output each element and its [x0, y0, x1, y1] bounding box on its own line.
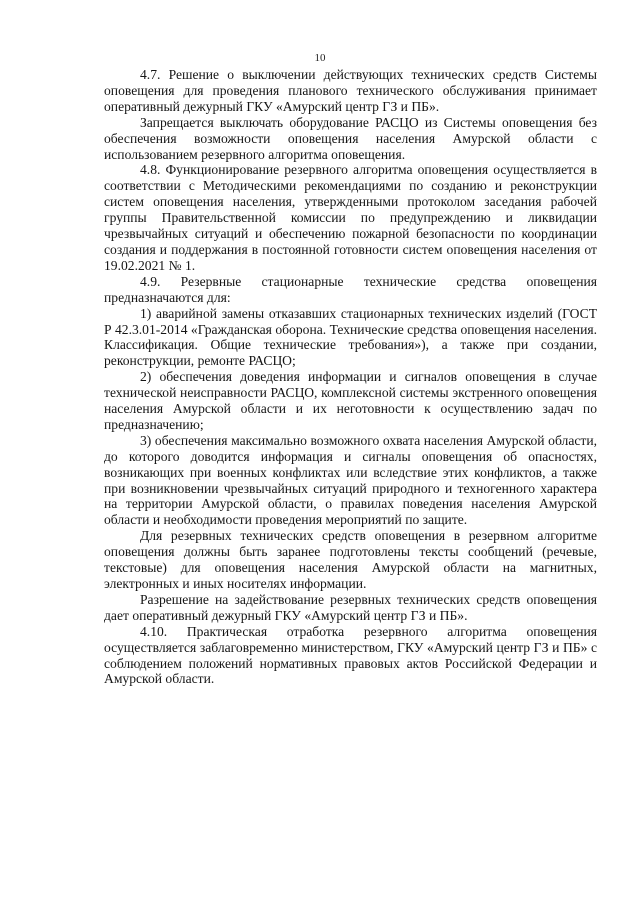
paragraph-shutdown-prohibition: Запрещается выключать оборудование РАСЦО из Системы оповещения без обеспечения возможности оповещения населения Амурской области с использованием резервного алгоритма оповещения.	[104, 114, 597, 162]
paragraph-4-8: 4.8. Функционирование резервного алгоритма оповещения осуществляется в соответствии с Методическими рекомендациями по созданию и реконструкции систем оповещения населения, утвержденными протоколом заседания рабочей группы Правительственной комиссии по предупреждению и ликвидации чрезвычайных ситуаций и обеспечению пожарной безопасности по координации создания и поддержания в постоянной готовности систем оповещения населения от 19.02.2021 № 1.	[104, 162, 597, 273]
paragraph-4-10: 4.10. Практическая отработка резервного алгоритма оповещения осуществляется заблаговременно министерством, ГКУ «Амурский центр ГЗ и ПБ» с соблюдением положений нормативных правовых актов Российской Федерации и Амурской области.	[104, 623, 597, 687]
list-item-2: 2) обеспечения доведения информации и сигналов оповещения в случае технической неисправности РАСЦО, комплексной системы экстренного оповещения населения Амурской области и их неготовности к осуществлению задач по предназначению;	[104, 369, 597, 432]
paragraph-permission: Разрешение на задействование резервных технических средств оповещения дает оперативный дежурный ГКУ «Амурский центр ГЗ и ПБ».	[104, 591, 597, 623]
list-item-3: 3) обеспечения максимально возможного охвата населения Амурской области, до которого доводится информация и сигналы оповещения об опасностях, возникающих при военных конфликтах или вследствие этих конфликтов, а также при возникновении чрезвычайных ситуаций природного и техногенного характера на территории Амурской области, о правилах поведения населения Амурской области и необходимости проведения мероприятий по защите.	[104, 432, 597, 528]
paragraph-reserve-messages: Для резервных технических средств оповещения в резервном алгоритме оповещения должны быть заранее подготовлены тексты сообщений (речевые, текстовые) для оповещения населения Амурской области на магнитных, электронных и иных носителях информации.	[104, 528, 597, 591]
document-body	[104, 67, 597, 687]
page-number: 10	[314, 52, 326, 64]
paragraph-4-9: 4.9. Резервные стационарные технические средства оповещения предназначаются для:	[104, 273, 597, 305]
paragraph-4-7: 4.7. Решение о выключении действующих технических средств Системы оповещения для проведения планового технического обслуживания принимает оперативный дежурный ГКУ «Амурский центр ГЗ и ПБ».	[104, 67, 597, 114]
list-item-1: 1) аварийной замены отказавших стационарных технических изделий (ГОСТ Р 42.3.01-2014 «Гражданская оборона. Технические средства оповещения населения. Классификация. Общие технические требования»), а также при создании, реконструкции, ремонте РАСЦО;	[104, 305, 597, 369]
